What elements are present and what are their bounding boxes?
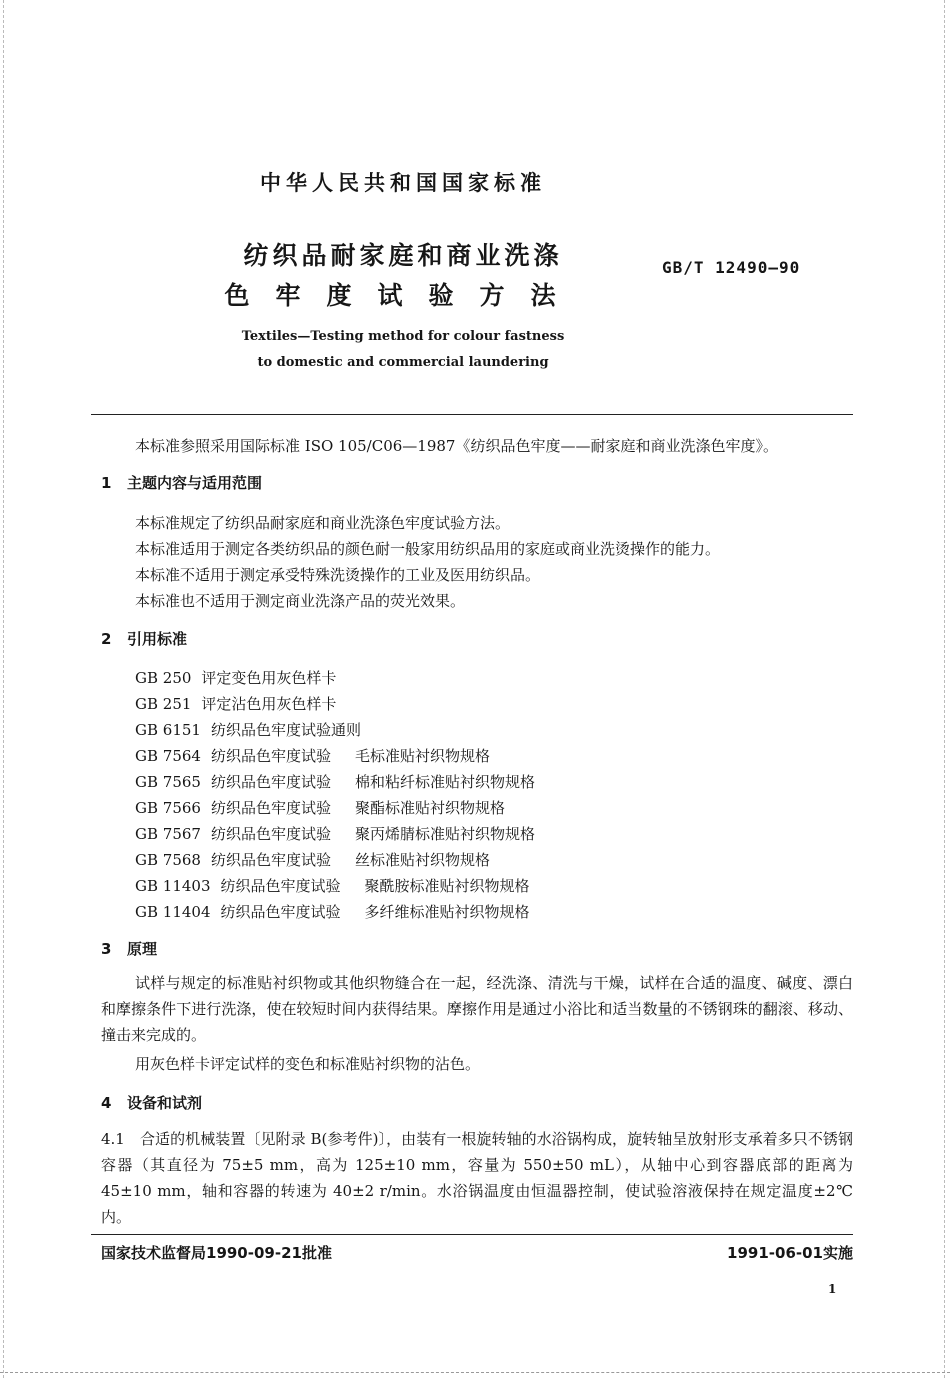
section-2-heading <box>101 628 187 649</box>
section-number: 4 <box>101 1094 112 1112</box>
reference-name: 纺织品色牢度试验通则 <box>210 721 361 739</box>
section-title: 设备和试剂 <box>127 1094 203 1112</box>
reference-item <box>135 901 530 922</box>
section-title: 引用标准 <box>127 630 188 648</box>
reference-sub: 聚丙烯腈标准贴衬织物规格 <box>354 825 535 843</box>
title-en-line1: Textiles—Testing method for colour fastness <box>241 329 565 344</box>
reference-code: GB 7565 <box>135 773 201 791</box>
reference-item <box>135 849 490 870</box>
section-3-paragraph-2: 用灰色样卡评定试样的变色和标准贴衬织物的沾色。 <box>135 1055 481 1073</box>
section-1-paragraph: 本标准规定了纺织品耐家庭和商业洗涤色牢度试验方法。 <box>135 514 511 532</box>
intro-text: 本标准参照采用国际标准 ISO 105/C06—1987《纺织品色牢度——耐家庭和商业洗涤色牢度》。 <box>135 437 778 455</box>
reference-sub: 聚酰胺标准贴衬织物规格 <box>364 877 530 895</box>
reference-code: GB 7566 <box>135 799 201 817</box>
reference-name: 评定沾色用灰色样卡 <box>201 695 337 713</box>
clause-4-1: 4.1 合适的机械装置〔见附录 B(参考件)〕，由装有一根旋转轴的水浴锅构成，旋转轴呈放射形支承着多只不锈钢容器（其直径为 75±5 mm，高为 125±10 mm，容量为 550±50 mL），从轴中心到容器底部的距离为 45±10 mm，轴和容器的转速为 40±2 r/min。水浴锅温度由恒温器控制，使试验溶液保持在规定温度±2℃内。 <box>101 1130 853 1226</box>
reference-code: GB 7568 <box>135 851 201 869</box>
reference-sub: 棉和粘纤标准贴衬织物规格 <box>354 773 535 791</box>
reference-name: 评定变色用灰色样卡 <box>201 669 337 687</box>
reference-sub: 丝标准贴衬织物规格 <box>354 851 490 869</box>
section-1-paragraph: 本标准不适用于测定承受特殊洗烫操作的工业及医用纺织品。 <box>135 566 541 584</box>
header-divider <box>91 414 853 415</box>
reference-code: GB 7564 <box>135 747 201 765</box>
section-title: 主题内容与适用范围 <box>127 474 263 492</box>
reference-code: GB 6151 <box>135 721 201 739</box>
section-3-paragraph-1: 试样与规定的标准贴衬织物或其他织物缝合在一起，经洗涤、清洗与干燥，试样在合适的温度、碱度、漂白和摩擦条件下进行洗涤，使在较短时间内获得结果。摩擦作用是通过小浴比和适当数量的不锈钢珠的翻滚、移动、撞击来完成的。 <box>101 974 853 1044</box>
scan-edge-left <box>3 0 4 1378</box>
reference-item <box>135 693 360 714</box>
reference-name: 纺织品色牢度试验 <box>210 799 331 817</box>
section-3-heading <box>101 938 157 959</box>
reference-code: GB 11403 <box>135 877 211 895</box>
reference-code: GB 11404 <box>135 903 211 921</box>
section-1-paragraph: 本标准适用于测定各类纺织品的颜色耐一般家用纺织品用的家庭或商业洗烫操作的能力。 <box>135 540 721 558</box>
reference-item <box>135 719 385 740</box>
reference-item <box>135 667 360 688</box>
reference-sub: 聚酯标准贴衬织物规格 <box>354 799 505 817</box>
reference-name: 纺织品色牢度试验 <box>220 903 341 921</box>
reference-name: 纺织品色牢度试验 <box>220 877 341 895</box>
title-cn-line2: 色牢度试验方法 <box>224 281 582 310</box>
page-number: 1 <box>828 1282 837 1296</box>
reference-item <box>135 771 535 792</box>
standard-code: GB/T 12490—90 <box>662 258 801 277</box>
section-title: 原理 <box>127 940 158 958</box>
section-1-paragraph: 本标准也不适用于测定商业洗涤产品的荧光效果。 <box>135 592 466 610</box>
reference-name: 纺织品色牢度试验 <box>210 773 331 791</box>
reference-item <box>135 745 490 766</box>
scan-edge-right <box>944 0 945 1378</box>
title-cn-line1: 纺织品耐家庭和商业洗涤 <box>243 241 563 270</box>
reference-name: 纺织品色牢度试验 <box>210 851 331 869</box>
section-number: 3 <box>101 940 112 958</box>
reference-code: GB 7567 <box>135 825 201 843</box>
reference-item <box>135 797 505 818</box>
reference-sub: 毛标准贴衬织物规格 <box>354 747 490 765</box>
reference-item <box>135 875 530 896</box>
section-number: 1 <box>101 474 112 492</box>
reference-item <box>135 823 535 844</box>
reference-name: 纺织品色牢度试验 <box>210 825 331 843</box>
reference-name: 纺织品色牢度试验 <box>210 747 331 765</box>
implementation-date: 1991-06-01实施 <box>727 1244 853 1262</box>
section-number: 2 <box>101 630 112 648</box>
approval-date: 国家技术监督局1990-09-21批准 <box>101 1244 332 1262</box>
scan-edge-bottom <box>0 1372 950 1373</box>
country-standard-heading: 中华人民共和国国家标准 <box>260 171 546 195</box>
title-en-line2: to domestic and commercial laundering <box>257 355 549 370</box>
footer-divider <box>91 1234 853 1235</box>
section-1-heading <box>101 472 262 493</box>
reference-sub: 多纤维标准贴衬织物规格 <box>364 903 530 921</box>
reference-code: GB 250 <box>135 669 192 687</box>
section-4-heading <box>101 1092 202 1113</box>
reference-code: GB 251 <box>135 695 192 713</box>
